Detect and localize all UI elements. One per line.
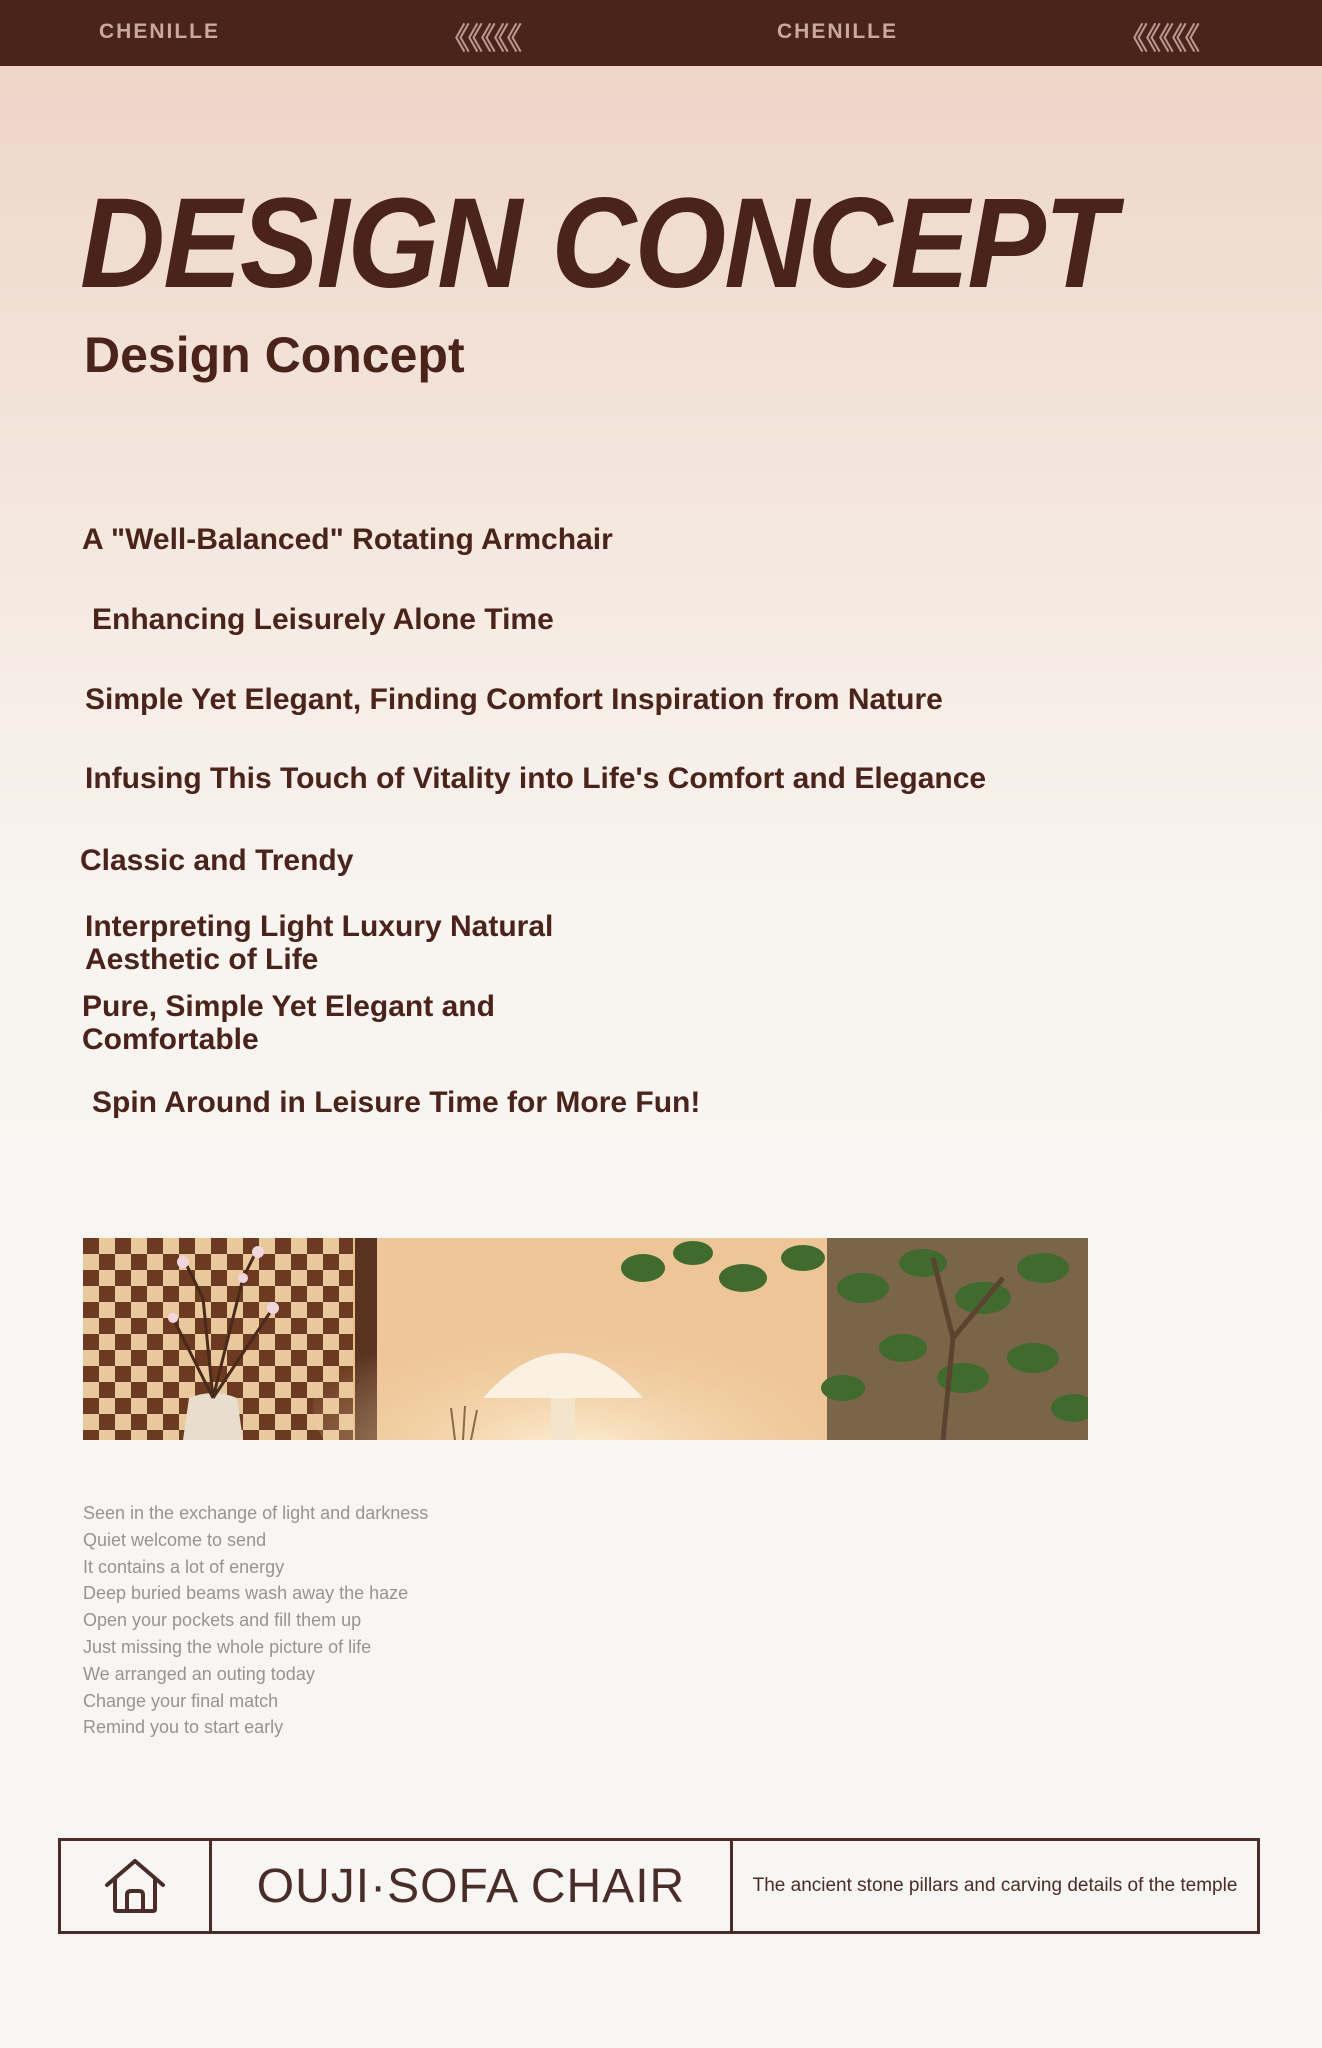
chevron-decoration-left: 《《《《《 [440, 23, 520, 56]
brand-label-left: CHENILLE [99, 20, 220, 43]
footer-banner [58, 1838, 1260, 1934]
poem-line: Remind you to start early [83, 1717, 284, 1738]
concept-line-5: Classic and Trendy [80, 844, 354, 877]
concept-line-4: Infusing This Touch of Vitality into Life's Comfort and Elegance [85, 762, 987, 795]
lifestyle-photo-illustration [83, 1238, 1088, 1440]
concept-line-7b: Comfortable [82, 1023, 259, 1056]
product-name: OUJI·SOFA CHAIR [212, 1841, 733, 1931]
concept-line-6a: Interpreting Light Luxury Natural [85, 910, 554, 943]
poem-line: Open your pockets and fill them up [83, 1610, 362, 1631]
poem-line: Deep buried beams wash away the haze [83, 1583, 409, 1604]
top-bar [0, 0, 1322, 66]
poem-line: Seen in the exchange of light and darkness [83, 1503, 429, 1523]
poem-line: It contains a lot of energy [83, 1556, 285, 1577]
lifestyle-photo [83, 1238, 1088, 1440]
home-icon[interactable] [103, 1857, 167, 1915]
poem-line: Quiet welcome to send [83, 1529, 267, 1550]
brand-label-right: CHENILLE [777, 20, 898, 43]
concept-line-3: Simple Yet Elegant, Finding Comfort Inspiration from Nature [85, 683, 943, 716]
poem-line: Just missing the whole picture of life [83, 1636, 372, 1657]
page-subtitle: Design Concept [84, 327, 465, 383]
product-description: The ancient stone pillars and carving details of the temple [752, 1875, 1238, 1896]
concept-line-8: Spin Around in Leisure Time for More Fun! [92, 1086, 701, 1119]
poem-line: Change your final match [83, 1690, 279, 1711]
home-cell[interactable] [61, 1841, 212, 1931]
concept-line-6b: Aesthetic of Life [85, 943, 319, 976]
hero-title: DESIGN CONCEPT [80, 172, 1115, 315]
chevron-decoration-right: 《《《《《 [1118, 23, 1198, 56]
poem-line: We arranged an outing today [83, 1663, 315, 1684]
concept-line-2: Enhancing Leisurely Alone Time [92, 603, 554, 636]
poem-block [83, 1500, 428, 1741]
concept-line-7a: Pure, Simple Yet Elegant and [82, 990, 495, 1023]
concept-line-1: A "Well-Balanced" Rotating Armchair [82, 523, 613, 556]
